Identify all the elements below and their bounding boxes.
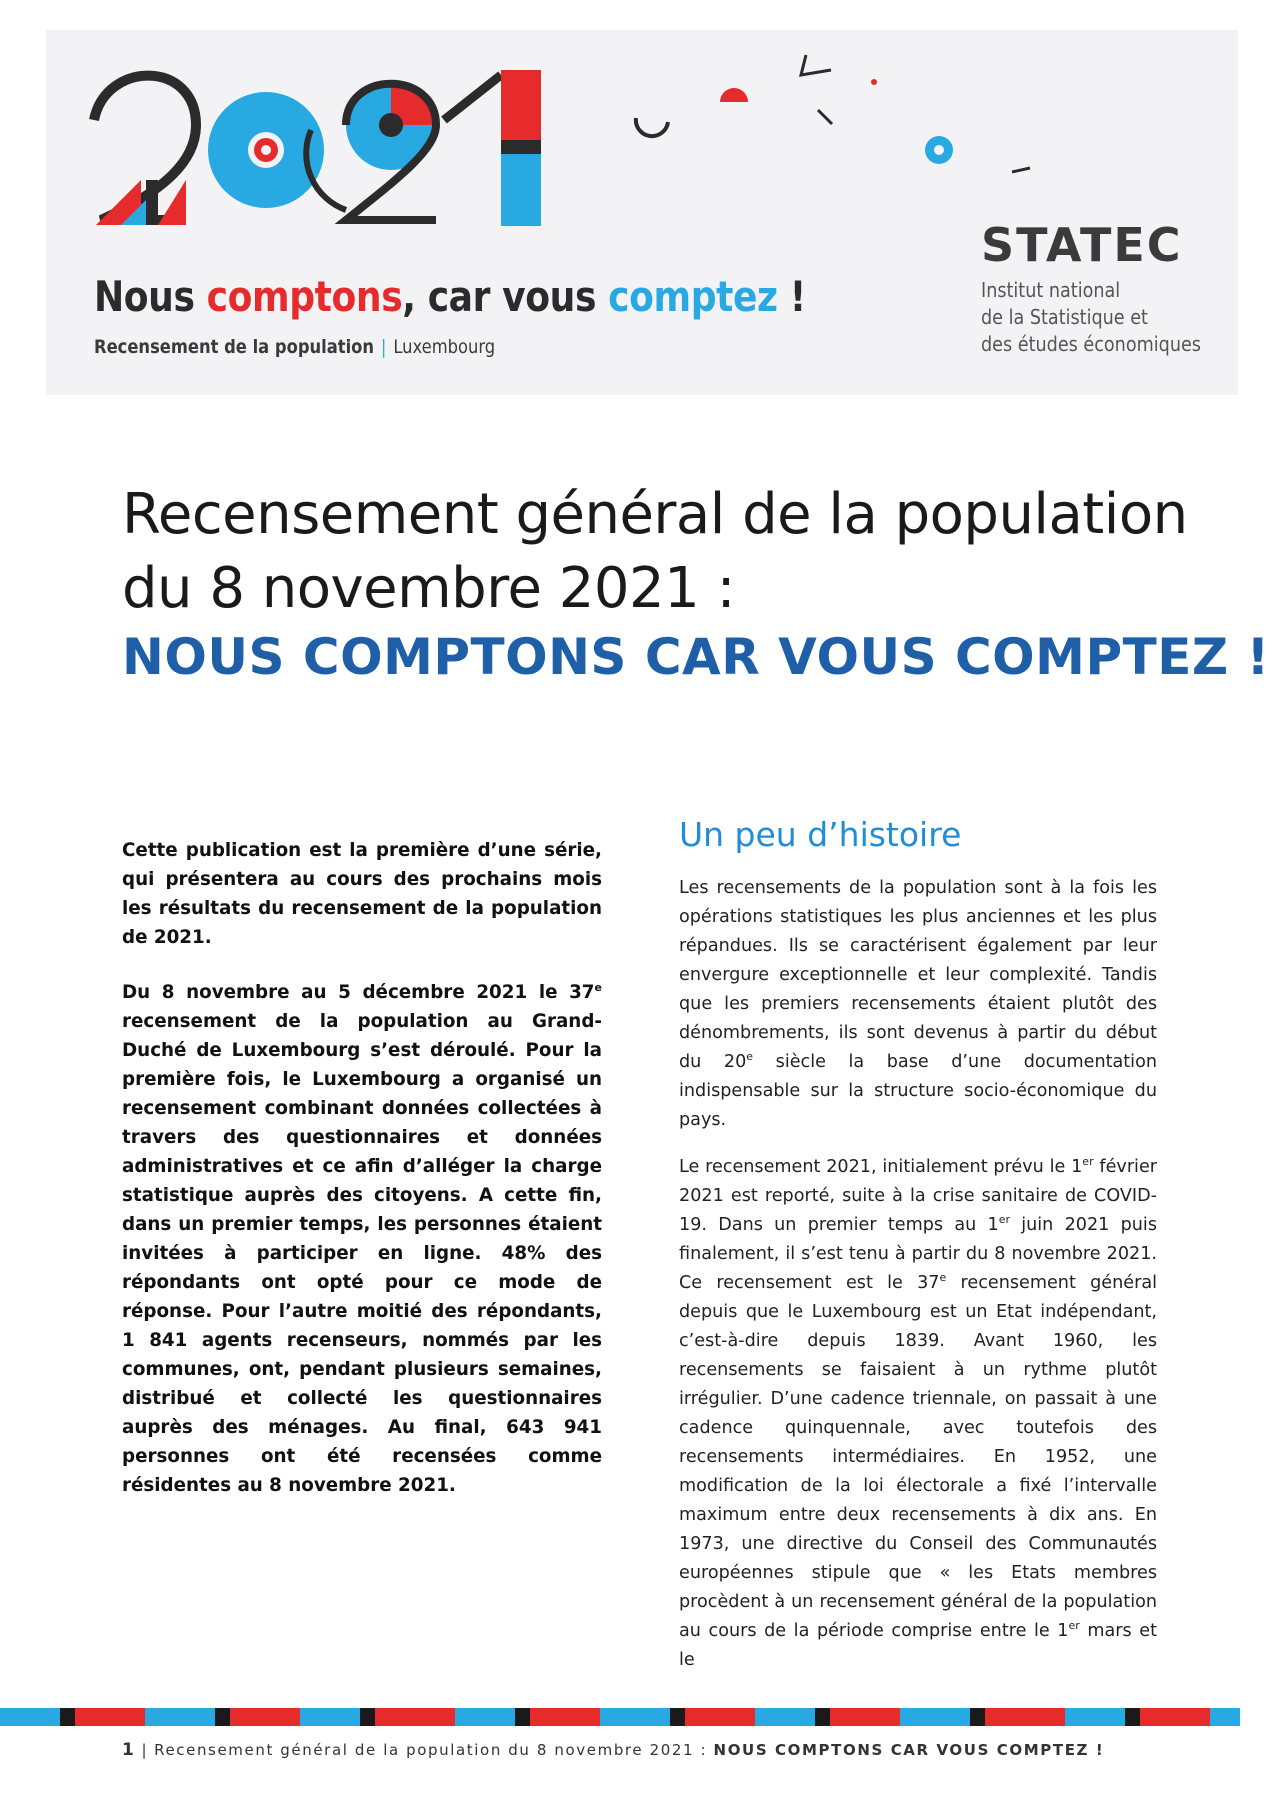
- text-run: Le recensement 2021, initialement prévu le 1: [679, 1157, 1083, 1177]
- slogan-comptez: comptez: [608, 272, 778, 321]
- slogan: [94, 272, 806, 321]
- header-banner: [46, 30, 1238, 395]
- page-title: [122, 478, 1188, 626]
- slogan-part: Nous: [94, 272, 207, 321]
- subline-census: Recensement de la population: [94, 336, 375, 358]
- page-footer: [122, 1740, 1104, 1760]
- slogan-comptons: comptons: [206, 272, 403, 321]
- title-line-1: Recensement général de la population: [122, 482, 1188, 547]
- page-number: 1: [122, 1740, 136, 1760]
- text-run: juin 2021 puis finalement, il s’est tenu à partir du 8 novembre 2021. Ce recensement est le 37: [679, 1215, 1157, 1293]
- section-title: Un peu d’histoire: [679, 815, 962, 854]
- text-run: Les recensements de la population sont à la fois les opérations statistiques les plus anciennes et les plus répandues. Ils se caractérisent également par leur envergure exceptionnelle et leur complexité. Tandis que les premiers recensements étaient plutôt des dénombrements, ils sont devenus à partir du début du 20: [679, 878, 1157, 1072]
- statec-tagline-3: des études économiques: [981, 332, 1201, 356]
- footer-separator: |: [141, 1741, 149, 1759]
- statec-logo: STATEC: [981, 218, 1183, 272]
- superscript: e: [594, 980, 602, 994]
- banner-subline: [94, 336, 495, 358]
- intro-column: [122, 836, 602, 1526]
- text-run: recensement de la population au Grand-Duché de Luxembourg s’est déroulé. Pour la première fois, le Luxembourg a organisé un recensement combinant données collectées à travers des questionnaires et données administratives et ce afin d’alléger la charge statistique auprès des citoyens. A cette fin, dans un premier temps, les personnes étaient invitées à participer en ligne. 48% des répondants ont opté pour ce mode de réponse. Pour l’autre moitié des répondants, 1 841 agents recenseurs, nommés par les communes, ont, pendant plusieurs semaines, distribué et collecté les questionnaires auprès des ménages. Au final, 643 941 personnes ont été recensées comme résidentes au 8 novembre 2021.: [122, 1011, 602, 1496]
- superscript: er: [1068, 1619, 1080, 1633]
- text-run: mars et le: [679, 1621, 1158, 1670]
- history-column: [679, 815, 1157, 1693]
- superscript: er: [1082, 1155, 1094, 1169]
- slogan-part: !: [777, 272, 806, 321]
- intro-paragraph-1: Cette publication est la première d’une série, qui présentera au cours des prochains mois les résultats du recensement de la population de 2021.: [122, 840, 602, 948]
- intro-paragraph-2: [122, 978, 602, 1500]
- statec-tagline-2: de la Statistique et: [981, 305, 1148, 329]
- text-run: recensement général depuis que le Luxembourg est un Etat indépendant, c’est-à-dire depuis 1839. Avant 1960, les recensements se faisaient à un rythme plutôt irrégulier. D’une cadence triennale, on passait à une cadence quinquennale, avec toutefois des recensements intermédiaires. En 1952, une modification de la loi électorale a fixé l’intervalle maximum entre deux recensements à dix ans. En 1973, une directive du Conseil des Communautés européennes stipule que « les Etats membres procèdent à un recensement général de la population au cours de la période comprise entre le 1: [679, 1273, 1157, 1641]
- decorative-stripe: [0, 1708, 1280, 1726]
- subline-place: Luxembourg: [393, 336, 496, 358]
- slogan-part: , car vous: [402, 272, 609, 321]
- text-run: février 2021 est reporté, suite à la crise sanitaire de COVID-19. Dans un premier temps au 1: [679, 1157, 1157, 1235]
- history-paragraph-1: [679, 874, 1157, 1135]
- statec-tagline-1: Institut national: [981, 278, 1121, 302]
- title-line-2: du 8 novembre 2021 :: [122, 556, 735, 621]
- history-paragraph-2: [679, 1153, 1157, 1675]
- headline: NOUS COMPTONS CAR VOUS COMPTEZ !: [122, 628, 1270, 686]
- text-run: Du 8 novembre au 5 décembre 2021 le 37: [122, 982, 595, 1003]
- superscript: e: [939, 1271, 947, 1285]
- superscript: er: [998, 1213, 1010, 1227]
- superscript: e: [746, 1050, 754, 1064]
- subline-separator: |: [380, 336, 387, 358]
- text-run: siècle la base d’une documentation indispensable sur la structure socio-économique du pays.: [679, 1052, 1157, 1130]
- footer-bold: NOUS COMPTONS CAR VOUS COMPTEZ !: [713, 1741, 1105, 1759]
- footer-text: Recensement général de la population du 8 novembre 2021 :: [154, 1741, 714, 1759]
